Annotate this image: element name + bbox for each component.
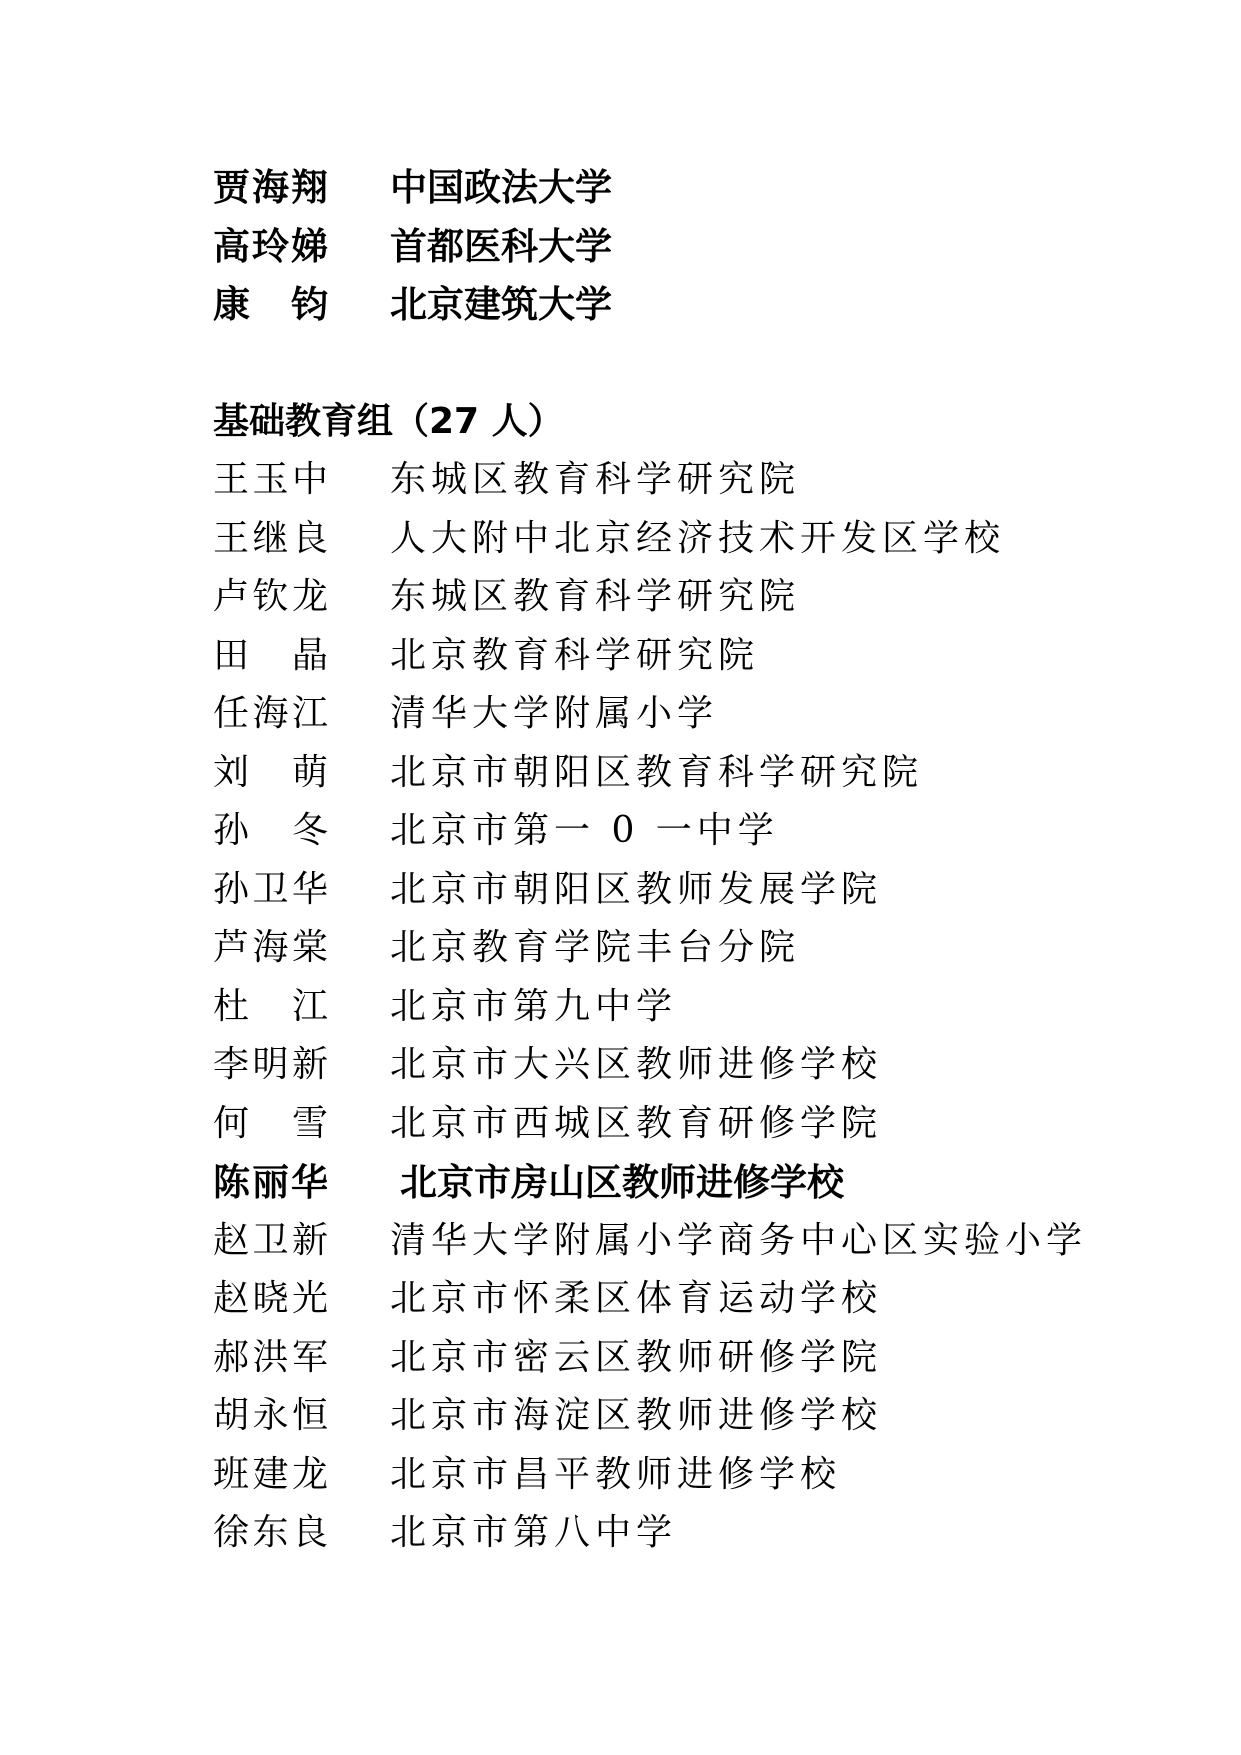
member-row xyxy=(213,799,1087,858)
member-row xyxy=(213,916,1087,975)
member-name xyxy=(213,1152,328,1206)
member-row xyxy=(213,155,1087,214)
member-institution: 北京市房山区教师进修学校 xyxy=(400,1160,844,1204)
member-name-char: 徐 xyxy=(213,1512,250,1554)
member-institution: 清华大学附属小学商务中心区实验小学 xyxy=(390,1219,1088,1261)
member-name-char: 江 xyxy=(291,985,328,1027)
top-group xyxy=(213,155,1087,331)
member-name-char: 高 xyxy=(213,224,250,268)
member-name xyxy=(213,1446,328,1497)
member-name xyxy=(213,568,328,619)
member-row xyxy=(213,1150,1087,1209)
member-name-char: 恒 xyxy=(291,1395,328,1437)
member-institution: 清华大学附属小学 xyxy=(390,693,719,735)
member-name xyxy=(213,451,328,502)
member-name-char: 良 xyxy=(291,517,328,559)
member-name xyxy=(213,1504,328,1555)
member-name-char: 冬 xyxy=(291,810,328,852)
member-name xyxy=(213,1095,328,1146)
member-name-char: 何 xyxy=(213,1102,250,1144)
member-name-char: 建 xyxy=(252,1453,289,1495)
member-name xyxy=(213,919,328,970)
member-name xyxy=(213,1329,328,1380)
member-name-char: 杜 xyxy=(213,985,250,1027)
member-name xyxy=(213,1036,328,1087)
member-name-char: 中 xyxy=(291,459,328,501)
member-name-char: 卫 xyxy=(252,1219,289,1261)
member-institution: 北京市第一 0 一中学 xyxy=(390,810,779,852)
member-row xyxy=(213,448,1087,507)
member-name-char: 班 xyxy=(213,1453,250,1495)
member-name xyxy=(213,1387,328,1438)
member-row xyxy=(213,740,1087,799)
member-institution: 东城区教育科学研究院 xyxy=(390,459,801,501)
member-name-char: 赵 xyxy=(213,1219,250,1261)
member-name-char: 丽 xyxy=(252,1160,289,1204)
member-name xyxy=(213,861,328,912)
member-row xyxy=(213,1501,1087,1560)
member-institution: 北京市怀柔区体育运动学校 xyxy=(390,1278,883,1320)
member-name-char: 江 xyxy=(291,693,328,735)
member-institution: 北京建筑大学 xyxy=(390,283,612,327)
member-institution: 北京教育学院丰台分院 xyxy=(390,927,801,969)
member-name-char: 继 xyxy=(252,517,289,559)
member-name-char: 赵 xyxy=(213,1278,250,1320)
member-name-char: 新 xyxy=(291,1219,328,1261)
blank-line xyxy=(213,331,1087,390)
member-name-char: 陈 xyxy=(213,1160,250,1204)
member-name-char: 康 xyxy=(213,283,250,327)
member-row xyxy=(213,1208,1087,1267)
member-institution: 中国政法大学 xyxy=(390,166,612,210)
member-row xyxy=(213,1091,1087,1150)
member-name-char: 海 xyxy=(252,927,289,969)
member-institution: 北京市朝阳区教师发展学院 xyxy=(390,868,883,910)
member-name-char: 卫 xyxy=(252,868,289,910)
member-row xyxy=(213,1325,1087,1384)
member-row xyxy=(213,272,1087,331)
member-row xyxy=(213,682,1087,741)
member-institution: 北京市第九中学 xyxy=(390,985,678,1027)
member-name xyxy=(213,157,328,211)
member-institution: 北京市昌平教师进修学校 xyxy=(390,1453,842,1495)
member-name-char: 娣 xyxy=(291,224,328,268)
member-institution: 北京教育科学研究院 xyxy=(390,634,760,676)
member-name xyxy=(213,744,328,795)
member-name-char: 翔 xyxy=(291,166,328,210)
member-name xyxy=(213,510,328,561)
member-name-char: 任 xyxy=(213,693,250,735)
member-name-char: 玉 xyxy=(252,459,289,501)
member-institution: 北京市大兴区教师进修学校 xyxy=(390,1044,883,1086)
member-row xyxy=(213,1442,1087,1501)
member-name-char: 晶 xyxy=(291,634,328,676)
member-name-char: 孙 xyxy=(213,810,250,852)
member-name xyxy=(213,685,328,736)
member-list xyxy=(213,448,1087,1560)
member-name-char: 棠 xyxy=(291,927,328,969)
member-name-char: 郝 xyxy=(213,1336,250,1378)
member-row xyxy=(213,974,1087,1033)
member-name-char: 华 xyxy=(291,1160,328,1204)
member-name-char: 晓 xyxy=(252,1278,289,1320)
member-name-char: 钧 xyxy=(291,283,328,327)
member-name-char: 新 xyxy=(291,1044,328,1086)
member-name xyxy=(213,802,328,853)
member-name-char: 钦 xyxy=(252,576,289,618)
member-row xyxy=(213,506,1087,565)
member-name-char: 良 xyxy=(291,1512,328,1554)
member-institution: 北京市第八中学 xyxy=(390,1512,678,1554)
member-name-char: 华 xyxy=(291,868,328,910)
member-row xyxy=(213,1033,1087,1092)
member-name-char: 东 xyxy=(252,1512,289,1554)
member-name-char: 海 xyxy=(252,166,289,210)
member-name xyxy=(213,627,328,678)
member-institution: 北京市西城区教育研修学院 xyxy=(390,1102,883,1144)
member-name xyxy=(213,274,328,328)
member-name-char: 芦 xyxy=(213,927,250,969)
member-name xyxy=(213,1212,328,1263)
member-institution: 首都医科大学 xyxy=(390,224,612,268)
member-row xyxy=(213,565,1087,624)
member-row xyxy=(213,1267,1087,1326)
member-name-char: 光 xyxy=(291,1278,328,1320)
section-header: 基础教育组（27 人） xyxy=(213,400,564,442)
member-name-char: 孙 xyxy=(213,868,250,910)
member-name-char: 胡 xyxy=(213,1395,250,1437)
member-row xyxy=(213,857,1087,916)
member-row xyxy=(213,1384,1087,1443)
member-institution: 人大附中北京经济技术开发区学校 xyxy=(390,517,1006,559)
member-name xyxy=(213,1270,328,1321)
member-row xyxy=(213,214,1087,273)
member-institution: 北京市海淀区教师进修学校 xyxy=(390,1395,883,1437)
member-row xyxy=(213,623,1087,682)
member-name-char: 海 xyxy=(252,693,289,735)
member-name-char: 明 xyxy=(252,1044,289,1086)
member-institution: 北京市密云区教师研修学院 xyxy=(390,1336,883,1378)
member-name-char: 王 xyxy=(213,459,250,501)
member-name-char: 龙 xyxy=(291,1453,328,1495)
section-header-row xyxy=(213,389,1087,448)
member-name-char: 萌 xyxy=(291,751,328,793)
member-institution: 东城区教育科学研究院 xyxy=(390,576,801,618)
member-name-char: 田 xyxy=(213,634,250,676)
member-name-char: 雪 xyxy=(291,1102,328,1144)
member-name-char: 卢 xyxy=(213,576,250,618)
member-name-char: 贾 xyxy=(213,166,250,210)
member-institution: 北京市朝阳区教育科学研究院 xyxy=(390,751,924,793)
member-name-char: 龙 xyxy=(291,576,328,618)
document-content xyxy=(213,155,1087,1559)
member-name xyxy=(213,978,328,1029)
member-name-char: 玲 xyxy=(252,224,289,268)
member-name-char: 永 xyxy=(252,1395,289,1437)
member-name-char: 李 xyxy=(213,1044,250,1086)
member-name xyxy=(213,216,328,270)
member-name-char: 洪 xyxy=(252,1336,289,1378)
member-name-char: 刘 xyxy=(213,751,250,793)
member-name-char: 王 xyxy=(213,517,250,559)
member-name-char: 军 xyxy=(291,1336,328,1378)
